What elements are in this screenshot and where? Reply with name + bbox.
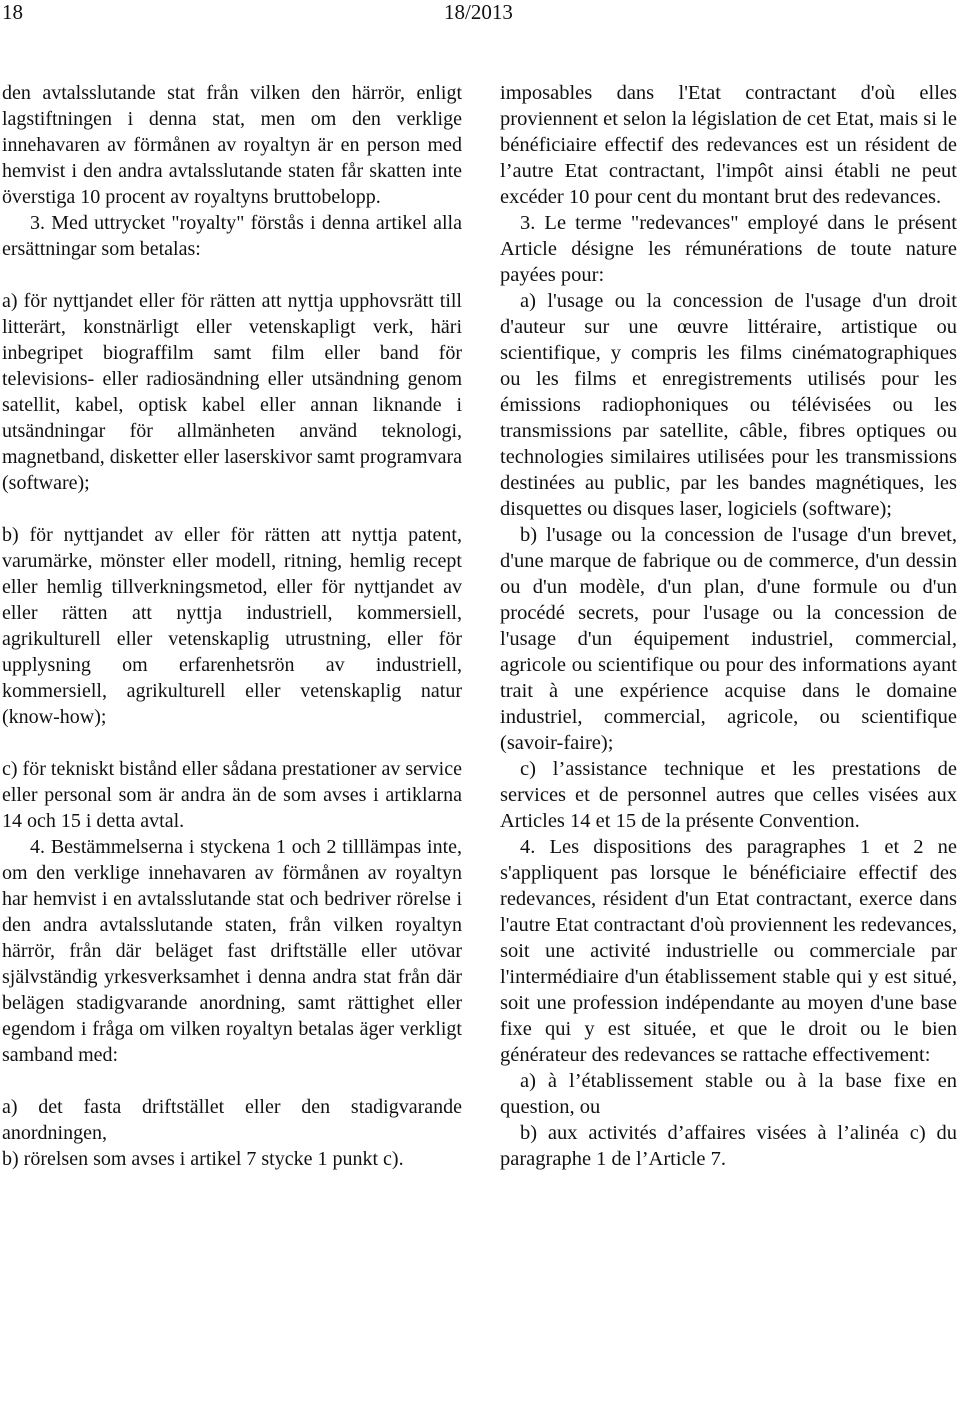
- swedish-item-a: a) för nyttjandet eller för rätten att nyttja upphovsrätt till litterärt, konstnärligt eller vetenskapligt verk, häri inbegripet biograffilm samt film eller band för televisions- eller radiosändning eller utsändning genom satellit, kabel, optisk kabel eller annan liknande i utsändningar för allmänheten använd teknologi, magnetband, disketter eller laserskivor samt programvara (software);: [2, 290, 462, 494]
- page-number: 18: [2, 0, 23, 24]
- french-paragraph-1: imposables dans l'Etat contractant d'où elles proviennent et selon la législation de cet Etat, mais si le bénéficiaire effectif des redevances est un résident de l’autre Etat contractant, l'impôt ainsi établi ne peut excéder 10 pour cent du montant brut des redevances.: [500, 82, 957, 208]
- swedish-item-4b: b) rörelsen som avses i artikel 7 stycke 1 punkt c).: [2, 1148, 404, 1170]
- french-item-c: c) l’assistance technique et les prestations de services et de personnel autres que celles visées aux Articles 14 et 15 de la présente Convention.: [500, 758, 957, 832]
- french-item-4a: a) à l’établissement stable ou à la base fixe en question, ou: [500, 1070, 957, 1118]
- french-item-a: a) l'usage ou la concession de l'usage d'un droit d'auteur sur une œuvre littéraire, artistique ou scientifique, y compris les films cinématographiques ou les films et enregistrements utilisés pour les émissions radiophoniques ou télévisées ou les transmissions par satellite, câble, fibres optiques ou technologies similaires utilisées pour les transmissions destinées au public, par les bandes magnétiques, les disquettes ou disques laser, logiciels (software);: [500, 290, 957, 520]
- swedish-item-c: c) för tekniskt bistånd eller sådana prestationer av service eller personal som är andra än de som avses i artiklarna 14 och 15 i detta avtal.: [2, 758, 462, 832]
- french-paragraph-3-intro: 3. Le terme "redevances" employé dans le présent Article désigne les rémunérations de toute nature payées pour:: [500, 212, 957, 286]
- page-header: [0, 0, 960, 30]
- french-paragraph-4: 4. Les dispositions des paragraphes 1 et 2 ne s'appliquent pas lorsque le bénéficiaire effectif des redevances, résident d'un Etat contractant, exerce dans l'autre Etat contractant d'où proviennent les redevances, soit une activité industrielle ou commerciale par l'intermédiaire d'un établissement stable qui y est situé, soit une profession indépendante au moyen d'une base fixe qui y est située, et que le droit ou le bien générateur des redevances se rattache effectivement:: [500, 836, 957, 1066]
- swedish-item-b: b) för nyttjandet av eller för rätten att nyttja patent, varumärke, mönster eller modell, ritning, hemlig recept eller hemlig tillverkningsmetod, eller för nyttjandet av eller rätten att nyttja industriell, kommersiell, agrikulturell eller vetenskaplig utrustning, eller för upplysning om erfarenhetsrön av industriell, kommersiell, agrikulturell eller vetenskaplig natur (know-how);: [2, 524, 462, 728]
- swedish-paragraph-1: den avtalsslutande stat från vilken den härrör, enligt lagstiftningen i denna stat, men om den verklige innehavaren av förmånen av royaltyn är en person med hemvist i den andra avtalsslutande staten får skatten inte överstiga 10 procent av royaltyns bruttobelopp.: [2, 82, 462, 208]
- swedish-paragraph-3-intro: 3. Med uttrycket "royalty" förstås i denna artikel alla ersättningar som betalas:: [2, 212, 462, 260]
- swedish-column: [2, 80, 462, 1172]
- french-item-b: b) l'usage ou la concession de l'usage d'un brevet, d'une marque de fabrique ou de commerce, d'un dessin ou d'un modèle, d'un plan, d'une formule ou d'un procédé secrets, pour l'usage ou la concession de l'usage d'un équipement industriel, commercial, agricole ou scientifique ou pour des informations ayant trait à une expérience acquise dans le domaine industriel, commercial, agricole, ou scientifique (savoir-faire);: [500, 524, 957, 754]
- french-item-4b: b) aux activités d’affaires visées à l’alinéa c) du paragraphe 1 de l’Article 7.: [500, 1122, 957, 1170]
- french-column: [500, 80, 957, 1172]
- swedish-paragraph-4: 4. Bestämmelserna i styckena 1 och 2 tilllämpas inte, om den verklige innehavaren av förmånen av royaltyn har hemvist i en avtalsslutande stat och bedriver rörelse i den andra avtalsslutande staten, från vilken royaltyn härrör, från där beläget fast driftställe eller utövar självständig yrkesverksamhet i denna andra stat från där belägen stadigvarande anordning, samt rättighet eller egendom i fråga om vilken royaltyn betalas äger verkligt samband med:: [2, 836, 462, 1066]
- swedish-item-4a: a) det fasta driftstället eller den stadigvarande anordningen,: [2, 1096, 462, 1144]
- issue-number: 18/2013: [444, 0, 513, 24]
